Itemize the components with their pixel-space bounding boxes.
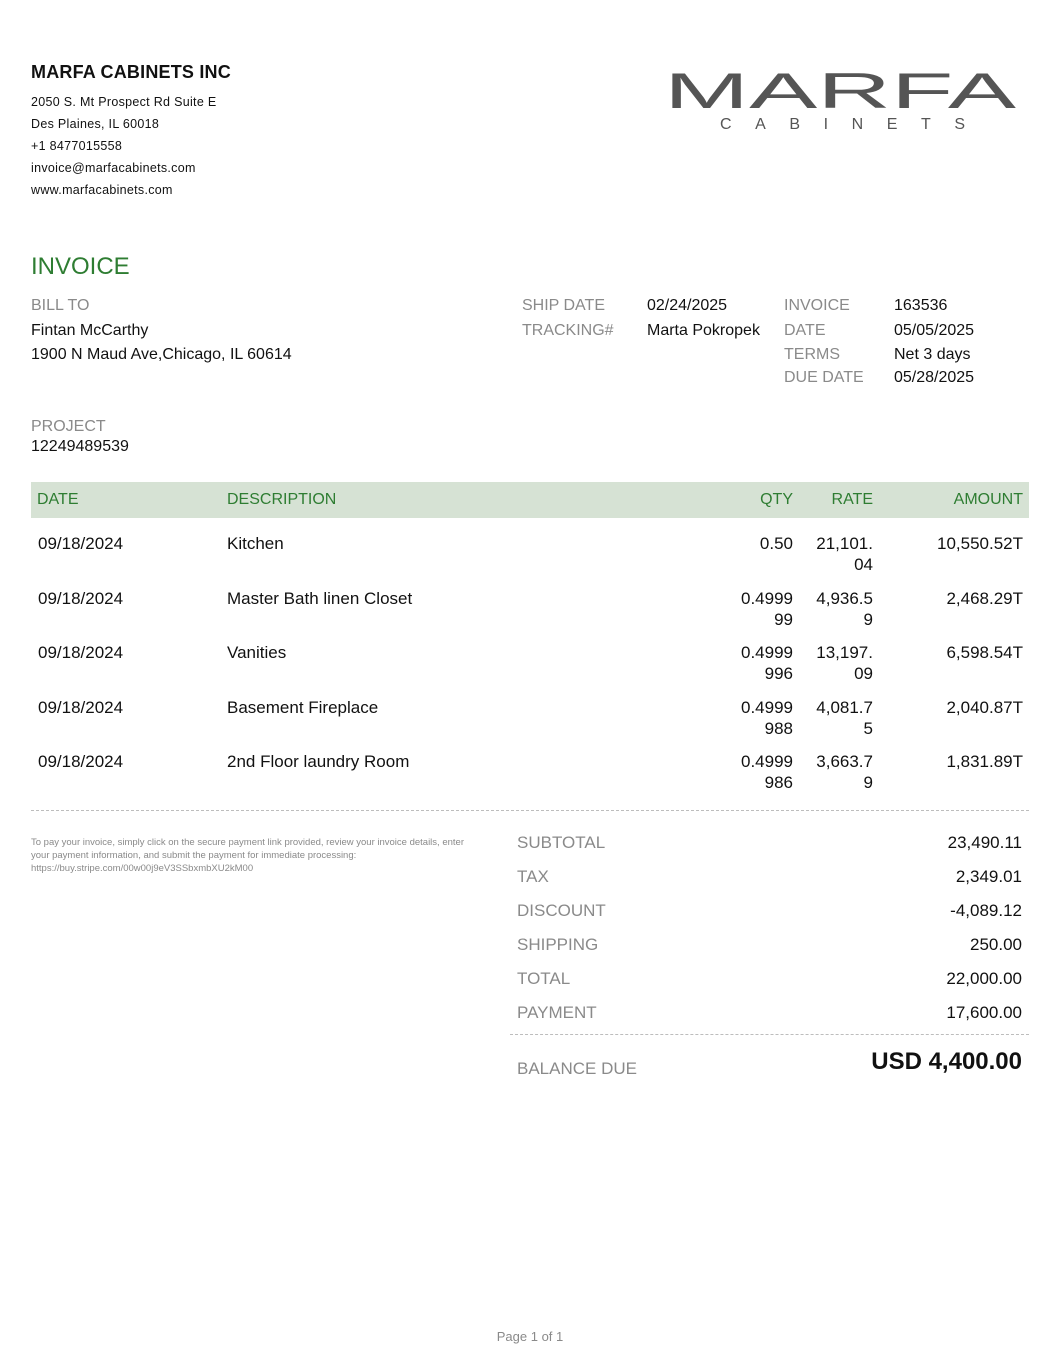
row-amount: 1,831.89T [946, 752, 1023, 771]
shipping-label: SHIPPING [517, 935, 599, 954]
header-description: DESCRIPTION [227, 491, 337, 508]
project-label: PROJECT [31, 418, 106, 435]
row-qty: 0.4999988 [741, 698, 793, 738]
logo-subtitle: CABINETS [720, 116, 965, 133]
row-rate: 13,197.09 [816, 643, 873, 683]
row-qty: 0.4999996 [741, 643, 793, 683]
payment-note: To pay your invoice, simply click on the secure payment link provided, review your invoice details, enter your payment information, and submit the payment for immediate processing: https://buy.stripe.com/00w00j9eV3SSbxmbXU2kM00 [31, 837, 464, 874]
row-amount: 2,468.29T [946, 589, 1023, 608]
page-number: Page 1 of 1 [496, 1329, 564, 1344]
table-header [31, 482, 1029, 518]
ship-date-value: 02/24/2025 [647, 297, 728, 314]
invoice-number-label: INVOICE [784, 297, 850, 314]
table-row [0, 642, 1060, 696]
due-date-value: 05/28/2025 [894, 369, 975, 386]
header-rate: RATE [831, 491, 873, 508]
table-row [0, 588, 1060, 642]
company-name: MARFA CABINETS INC [31, 62, 231, 82]
document-title: INVOICE [31, 253, 130, 280]
tax-label: TAX [517, 867, 549, 886]
balance-due-label: BALANCE DUE [517, 1059, 637, 1078]
row-date: 09/18/2024 [38, 698, 124, 717]
row-amount: 6,598.54T [946, 643, 1023, 662]
company-address-line1: 2050 S. Mt Prospect Rd Suite E [31, 95, 217, 109]
subtotal-label: SUBTOTAL [517, 833, 606, 852]
company-website: www.marfacabinets.com [31, 183, 173, 197]
bill-to-label: BILL TO [31, 297, 90, 314]
row-date: 09/18/2024 [38, 752, 124, 771]
row-rate: 4,936.59 [816, 589, 873, 629]
row-rate: 3,663.79 [816, 752, 873, 792]
terms-label: TERMS [784, 346, 840, 363]
subtotal-value: 23,490.11 [947, 833, 1022, 852]
due-date-label: DUE DATE [784, 369, 864, 386]
terms-value: Net 3 days [894, 346, 971, 363]
row-description: 2nd Floor laundry Room [227, 752, 410, 771]
row-qty: 0.499999 [741, 589, 793, 629]
table-divider [31, 810, 1029, 811]
tracking-label: TRACKING# [522, 322, 614, 339]
row-amount: 10,550.52T [936, 534, 1023, 553]
invoice-date-value: 05/05/2025 [894, 322, 975, 339]
payment-value: 17,600.00 [946, 1003, 1022, 1022]
balance-due-value: USD 4,400.00 [871, 1048, 1022, 1075]
bill-to-name: Fintan McCarthy [31, 322, 149, 339]
invoice-number-value: 163536 [894, 297, 948, 314]
discount-value: -4,089.12 [950, 901, 1022, 920]
logo-wordmark: MARFA [664, 66, 1018, 119]
row-date: 09/18/2024 [38, 643, 124, 662]
table-row [0, 751, 1060, 805]
company-address-line2: Des Plaines, IL 60018 [31, 117, 160, 131]
row-description: Master Bath linen Closet [227, 589, 413, 608]
bill-to-address: 1900 N Maud Ave,Chicago, IL 60614 [31, 346, 292, 363]
table-row [0, 533, 1060, 587]
row-rate: 4,081.75 [816, 698, 873, 738]
row-description: Kitchen [227, 534, 284, 553]
total-label: TOTAL [517, 969, 571, 988]
tracking-value: Marta Pokropek [647, 322, 760, 339]
company-email: invoice@marfacabinets.com [31, 161, 196, 175]
invoice-date-label: DATE [784, 322, 826, 339]
row-qty: 0.4999986 [741, 752, 793, 792]
company-phone: +1 8477015558 [31, 139, 123, 153]
header-qty: QTY [760, 491, 793, 508]
row-qty: 0.50 [759, 534, 793, 553]
header-amount: AMOUNT [953, 491, 1023, 508]
tax-value: 2,349.01 [955, 867, 1022, 886]
discount-label: DISCOUNT [517, 901, 606, 920]
row-description: Basement Fireplace [227, 698, 379, 717]
row-date: 09/18/2024 [38, 534, 124, 553]
project-value: 12249489539 [31, 438, 129, 455]
row-rate: 21,101.04 [816, 534, 873, 574]
header-date: DATE [37, 491, 79, 508]
totals-divider [510, 1034, 1029, 1035]
payment-label: PAYMENT [517, 1003, 597, 1022]
company-logo [664, 66, 1024, 136]
row-description: Vanities [227, 643, 287, 662]
table-row [0, 697, 1060, 751]
total-value: 22,000.00 [946, 969, 1022, 988]
shipping-value: 250.00 [970, 935, 1022, 954]
ship-date-label: SHIP DATE [522, 297, 605, 314]
row-date: 09/18/2024 [38, 589, 124, 608]
row-amount: 2,040.87T [946, 698, 1023, 717]
